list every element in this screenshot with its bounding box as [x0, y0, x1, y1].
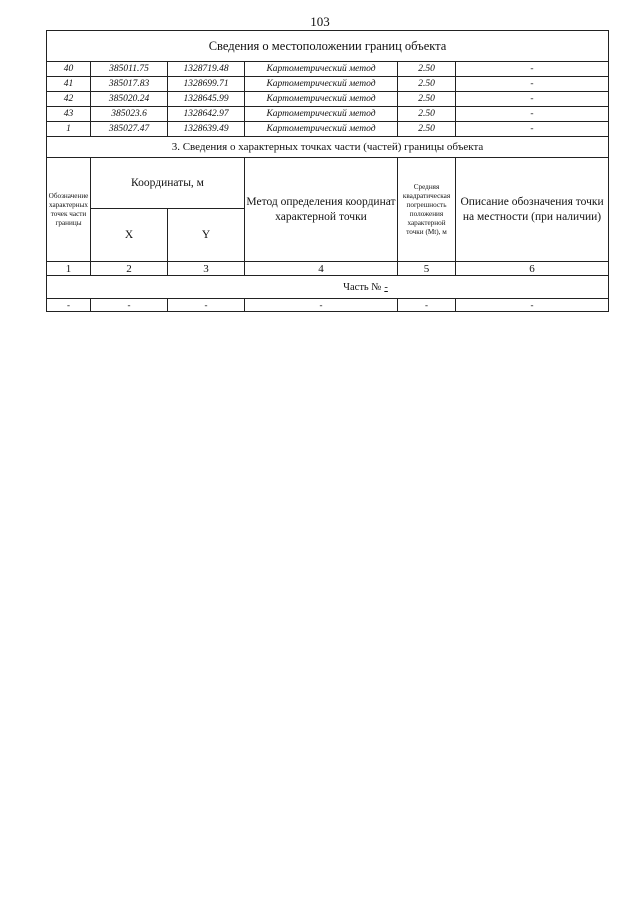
method-cell: Картометрический метод — [245, 107, 398, 122]
table-row — [47, 107, 609, 122]
column-number: 5 — [398, 262, 456, 276]
method-cell: Картометрический метод — [245, 77, 398, 92]
y-cell: 1328699.71 — [168, 77, 245, 92]
column-number: 4 — [245, 262, 398, 276]
description-cell: - — [456, 107, 609, 122]
column-number: 6 — [456, 262, 609, 276]
part-row — [47, 276, 609, 299]
part-label: Часть № — [343, 281, 382, 293]
empty-cell: - — [168, 299, 245, 312]
x-cell: 385017.83 — [91, 77, 168, 92]
y-cell: 1328719.48 — [168, 62, 245, 77]
part-label-cell — [47, 276, 609, 299]
y-cell: 1328645.99 — [168, 92, 245, 107]
accuracy-cell: 2.50 — [398, 77, 456, 92]
point-id-cell: 43 — [47, 107, 91, 122]
point-id-cell: 40 — [47, 62, 91, 77]
table-title: Сведения о местоположении границ объекта — [47, 31, 609, 62]
header-description: Описание обозначения точки на местности (при наличии) — [456, 158, 609, 262]
table-row — [47, 92, 609, 107]
header-y: Y — [168, 209, 245, 262]
description-cell: - — [456, 122, 609, 137]
x-cell: 385027.47 — [91, 122, 168, 137]
accuracy-cell: 2.50 — [398, 122, 456, 137]
point-id-cell: 41 — [47, 77, 91, 92]
y-cell: 1328642.97 — [168, 107, 245, 122]
accuracy-cell: 2.50 — [398, 107, 456, 122]
y-cell: 1328639.49 — [168, 122, 245, 137]
point-id-cell: 42 — [47, 92, 91, 107]
method-cell: Картометрический метод — [245, 122, 398, 137]
section3-title-row — [47, 137, 609, 158]
x-cell: 385020.24 — [91, 92, 168, 107]
column-number: 1 — [47, 262, 91, 276]
empty-cell: - — [398, 299, 456, 312]
part-number: - — [384, 281, 388, 293]
section3-title: 3. Сведения о характерных точках части (частей) границы объекта — [47, 137, 609, 158]
column-number: 2 — [91, 262, 168, 276]
boundary-table — [46, 30, 609, 312]
description-cell: - — [456, 62, 609, 77]
table-row — [47, 62, 609, 77]
method-cell: Картометрический метод — [245, 92, 398, 107]
empty-data-row — [47, 299, 609, 312]
section3-header-row — [47, 158, 609, 209]
header-accuracy: Средняя квадратическая погрешность положения характерной точки (Mt), м — [398, 158, 456, 262]
header-point-label: Обозначение характерных точек части границы — [47, 158, 91, 262]
table-row — [47, 77, 609, 92]
x-cell: 385023.6 — [91, 107, 168, 122]
header-method: Метод определения координат характерной точки — [245, 158, 398, 262]
empty-cell: - — [91, 299, 168, 312]
table-title-row — [47, 31, 609, 62]
page-number: 103 — [310, 14, 330, 29]
x-cell: 385011.75 — [91, 62, 168, 77]
description-cell: - — [456, 92, 609, 107]
column-number: 3 — [168, 262, 245, 276]
accuracy-cell: 2.50 — [398, 62, 456, 77]
table-row — [47, 122, 609, 137]
column-numbers-row — [47, 262, 609, 276]
description-cell: - — [456, 77, 609, 92]
empty-cell: - — [245, 299, 398, 312]
accuracy-cell: 2.50 — [398, 92, 456, 107]
empty-cell: - — [456, 299, 609, 312]
method-cell: Картометрический метод — [245, 62, 398, 77]
empty-cell: - — [47, 299, 91, 312]
header-coords: Координаты, м — [91, 158, 245, 209]
point-id-cell: 1 — [47, 122, 91, 137]
header-x: X — [91, 209, 168, 262]
